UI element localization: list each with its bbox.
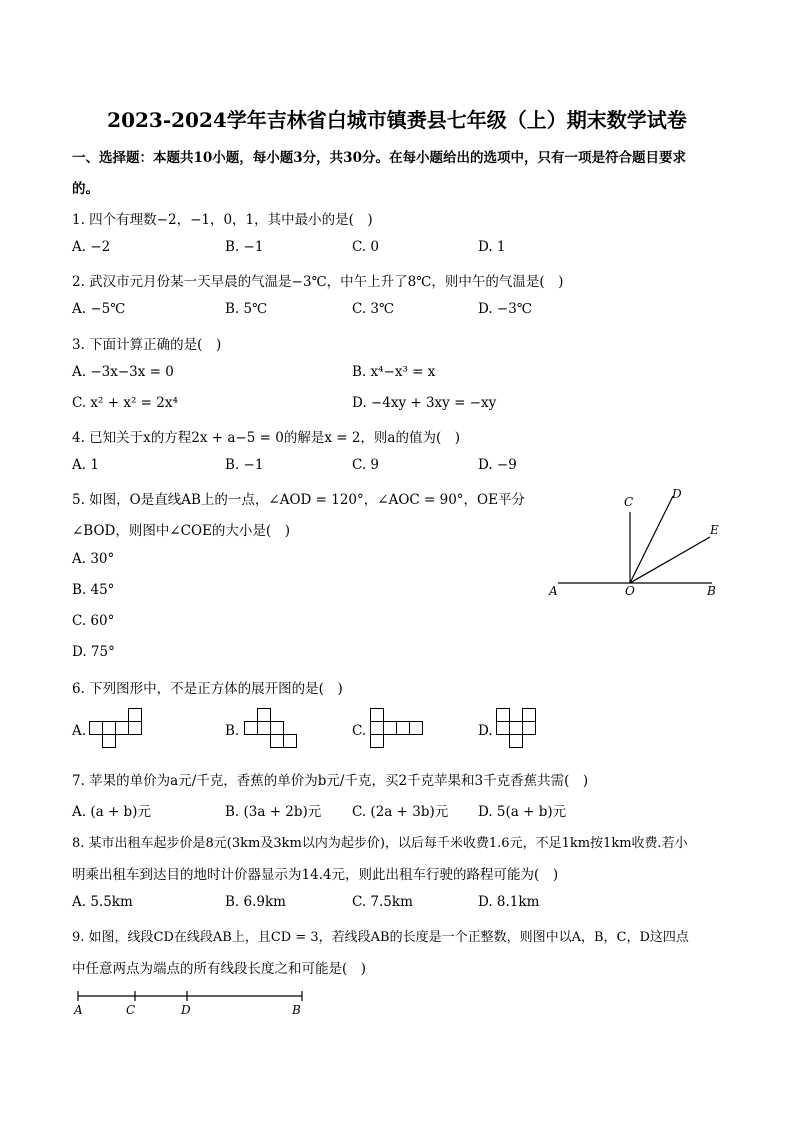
q8-stem-2: 明乘出租车到达目的地时计价器显示为14.4元，则此出租车行驶的路程可能为( ) [72,867,559,883]
q5-option-d: D. 75° [72,644,115,660]
q7-option-a: A. (a + b)元 [72,804,151,820]
q5-angle-figure [540,482,730,607]
q6-net-b-icon [244,708,300,748]
q4-option-c: C. 9 [352,457,380,473]
q6-net-c-icon [370,708,426,748]
q1-option-a: A. −2 [72,239,111,255]
q2-stem: 2. 武汉市元月份某一天早晨的气温是−3℃，中午上升了8℃，则中午的气温是( ) [72,274,564,290]
label-e: E [710,523,719,537]
q2-option-c: C. 3℃ [352,301,395,317]
q3-option-d: D. −4xy + 3xy = −xy [352,395,497,411]
q5-stem-2: ∠BOD，则图中∠COE的大小是( ) [72,523,290,539]
q4-option-b: B. −1 [225,457,264,473]
q1-option-d: D. 1 [478,239,506,255]
label-a: A [549,584,558,598]
page-title: 2023-2024学年吉林省白城市镇赉县七年级（上）期末数学试卷 [107,108,687,132]
label-c: C [126,1003,136,1017]
q8-stem-1: 8. 某市出租车起步价是8元(3km及3km以内为起步价)，以后每千米收费1.6元，不足1km按1km收费.若小 [72,836,688,851]
q4-option-d: D. −9 [478,457,517,473]
q3-option-c: C. x² + x² = 2x⁴ [72,395,178,411]
label-d: D [181,1003,191,1017]
q9-stem-1: 9. 如图，线段CD在线段AB上，且CD = 3，若线段AB的长度是一个正整数，则图中以A，B，C，D这四点 [72,930,689,945]
q1-option-c: C. 0 [352,239,380,255]
label-d: D [672,487,682,501]
q3-option-b: B. x⁴−x³ = x [352,364,436,380]
label-c: C [624,495,634,509]
q2-option-d: D. −3℃ [478,301,532,317]
q1-option-b: B. −1 [225,239,264,255]
q6-stem: 6. 下列图形中，不是正方体的展开图的是( ) [72,681,343,697]
label-a: A [74,1003,83,1017]
q5-option-b: B. 45° [72,582,115,598]
label-o: O [625,584,635,598]
q7-option-c: C. (2a + 3b)元 [352,804,449,820]
q2-option-b: B. 5℃ [225,301,268,317]
q9-stem-2: 中任意两点为端点的所有线段长度之和可能是( ) [72,961,367,977]
label-b: B [292,1003,301,1017]
q6-option-c: C. [352,723,367,739]
q6-net-a-icon [89,708,145,748]
q4-stem: 4. 已知关于x的方程2x + a−5 = 0的解是x = 2，则a的值为( ) [72,430,460,446]
q8-option-d: D. 8.1km [478,894,540,910]
q8-option-a: A. 5.5km [72,894,133,910]
q6-option-d: D. [478,723,493,739]
q5-stem-1: 5. 如图，O是直线AB上的一点，∠AOD = 120°，∠AOC = 90°，OE平分 [72,492,525,508]
q7-stem: 7. 苹果的单价为a元/千克，香蕉的单价为b元/千克，买2千克苹果和3千克香蕉共需( ) [72,773,589,789]
q9-segment-figure [70,988,310,1018]
q3-stem: 3. 下面计算正确的是( ) [72,337,222,353]
q6-option-a: A. [72,723,87,739]
label-b: B [707,584,716,598]
q6-option-b: B. [225,723,240,739]
section-heading: 一、选择题：本题共10小题，每小题3分，共30分。在每小题给出的选项中，只有一项是符合题目要求 [72,150,686,166]
q1-stem: 1. 四个有理数−2，−1，0，1，其中最小的是( ) [72,212,373,228]
q8-option-b: B. 6.9km [225,894,286,910]
q5-option-c: C. 60° [72,613,115,629]
section-heading-cont: 的。 [72,181,99,197]
q6-net-d-icon [496,708,540,748]
q3-option-a: A. −3x−3x = 0 [72,364,174,380]
q7-option-b: B. (3a + 2b)元 [225,804,322,820]
q8-option-c: C. 7.5km [352,894,413,910]
q5-option-a: A. 30° [72,551,115,567]
q7-option-d: D. 5(a + b)元 [478,804,567,820]
q2-option-a: A. −5℃ [72,301,126,317]
q4-option-a: A. 1 [72,457,99,473]
